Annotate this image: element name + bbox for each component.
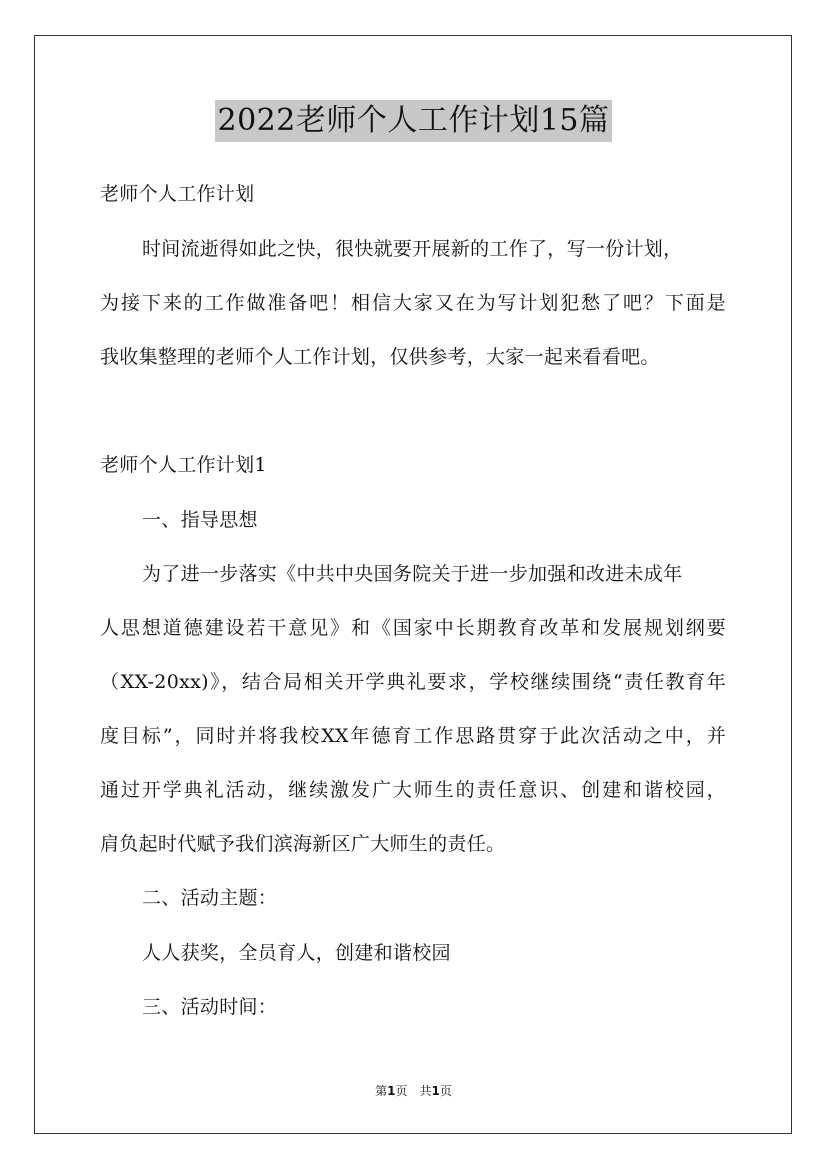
body-line-5: 通过开学典礼活动，继续激发广大师生的责任意识、创建和谐校园，: [100, 779, 726, 801]
activity-theme-text: 人人获奖，全员育人，创建和谐校园: [142, 942, 451, 964]
subheading-activity-theme: 二、活动主题：: [142, 887, 278, 909]
intro-line-2: 为接下来的工作做准备吧！相信大家又在为写计划犯愁了吧？下面是: [100, 292, 726, 314]
body-line-3: （XX-20xx)》，结合局相关开学典礼要求，学校继续围绕“责任教育年: [100, 671, 726, 693]
title-container: [0, 100, 827, 142]
intro-line-3: 我收集整理的老师个人工作计划，仅供参考，大家一起来看看吧。: [100, 346, 660, 368]
footer-prefix: 第: [375, 1084, 388, 1098]
subheading-guiding-thought: 一、指导思想: [142, 509, 258, 531]
body-line-6: 肩负起时代赋予我们滨海新区广大师生的责任。: [100, 833, 506, 855]
subheading-activity-time: 三、活动时间：: [142, 996, 278, 1018]
section-heading: 老师个人工作计划1: [100, 454, 267, 476]
body-line-4: 度目标”，同时并将我校XX年德育工作思路贯穿于此次活动之中，并: [100, 725, 726, 747]
page-footer: [0, 1082, 827, 1100]
footer-suffix: 页: [439, 1084, 452, 1098]
footer-page-number: 1: [387, 1084, 396, 1098]
footer-total-pages: 1: [431, 1084, 440, 1098]
body-line-1: 为了进一步落实《中共中央国务院关于进一步加强和改进未成年: [142, 563, 683, 585]
intro-heading: 老师个人工作计划: [100, 183, 255, 205]
footer-middle: 页 共: [395, 1084, 432, 1098]
document-title: 2022老师个人工作计划15篇: [215, 100, 611, 142]
intro-line-1: 时间流逝得如此之快，很快就要开展新的工作了，写一份计划，: [142, 238, 683, 260]
body-line-2: 人思想道德建设若干意见》和《国家中长期教育改革和发展规划纲要: [100, 617, 726, 639]
